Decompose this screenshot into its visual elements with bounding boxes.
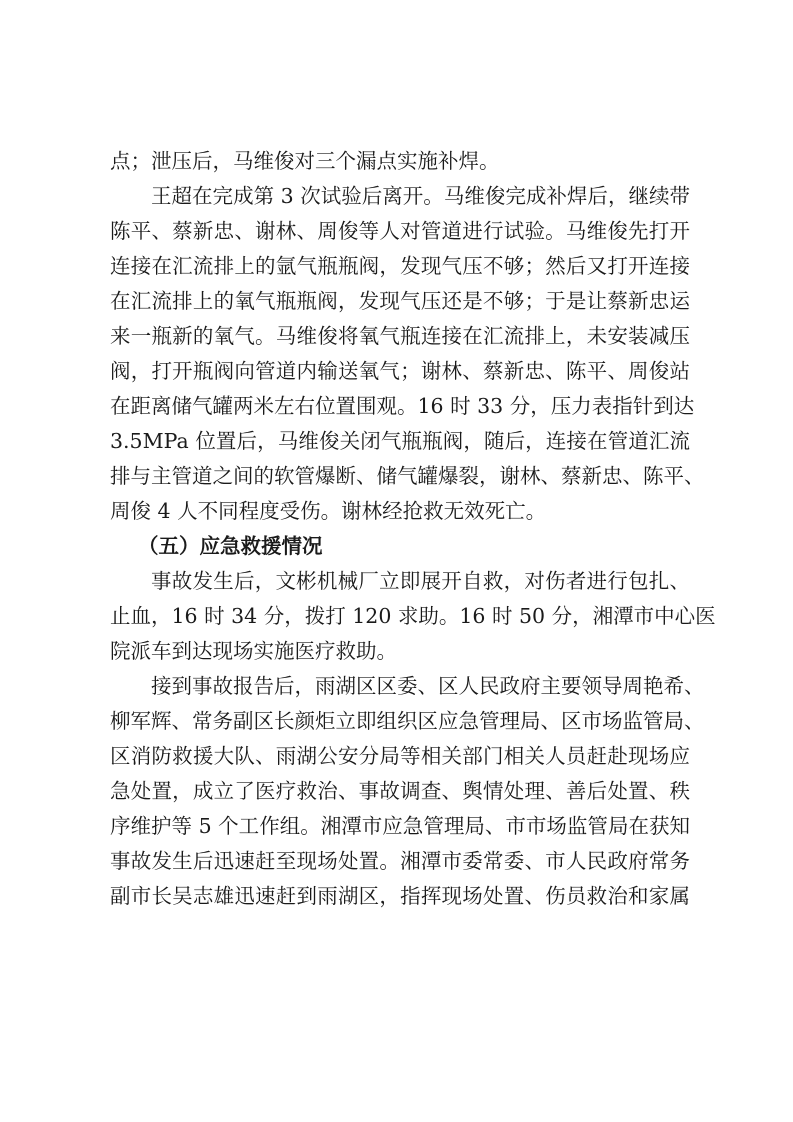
- paragraph-line: 止血，16 时 34 分，拨打 120 求助。16 时 50 分，湘潭市中心医: [110, 604, 716, 628]
- section-heading: （五）应急救援情况: [138, 534, 323, 558]
- paragraph-line: 院派车到达现场实施医疗救助。: [110, 639, 397, 663]
- paragraph-line: 排与主管道之间的软管爆断、储气罐爆裂，谢林、蔡新忠、陈平、: [110, 464, 705, 488]
- paragraph-line: 3.5MPa 位置后，马维俊关闭气瓶瓶阀，随后，连接在管道汇流: [110, 429, 690, 453]
- paragraph-line: 事故发生后，文彬机械厂立即展开自救，对伤者进行包扎、: [151, 569, 690, 593]
- paragraph-line: 柳军辉、常务副区长颜炬立即组织区应急管理局、区市场监管局、: [110, 709, 705, 733]
- paragraph-line: 来一瓶新的氧气。马维俊将氧气瓶连接在汇流排上，未安装减压: [110, 324, 690, 348]
- paragraph-line: 王超在完成第 3 次试验后离开。马维俊完成补焊后，继续带: [151, 184, 690, 208]
- paragraph-line: 点；泄压后，马维俊对三个漏点实施补焊。: [110, 149, 500, 173]
- paragraph-line: 事故发生后迅速赶至现场处置。湘潭市委常委、市人民政府常务: [110, 849, 690, 873]
- paragraph-line: 区消防救援大队、雨湖公安分局等相关部门相关人员赶赴现场应: [110, 744, 690, 768]
- paragraph-line: 序维护等 5 个工作组。湘潭市应急管理局、市市场监管局在获知: [110, 814, 690, 838]
- paragraph-line: 连接在汇流排上的氩气瓶瓶阀，发现气压不够；然后又打开连接: [110, 254, 690, 278]
- paragraph-line: 周俊 4 人不同程度受伤。谢林经抢救无效死亡。: [110, 499, 547, 523]
- paragraph-line: 急处置，成立了医疗救治、事故调查、舆情处理、善后处置、秩: [110, 779, 690, 803]
- paragraph-line: 在汇流排上的氧气瓶瓶阀，发现气压还是不够；于是让蔡新忠运: [110, 289, 690, 313]
- paragraph-line: 阀，打开瓶阀向管道内输送氧气；谢林、蔡新忠、陈平、周俊站: [110, 359, 690, 383]
- paragraph-line: 陈平、蔡新忠、谢林、周俊等人对管道进行试验。马维俊先打开: [110, 219, 690, 243]
- paragraph-line: 在距离储气罐两米左右位置围观。16 时 33 分，压力表指针到达: [110, 394, 695, 418]
- paragraph-line: 接到事故报告后，雨湖区区委、区人民政府主要领导周艳希、: [151, 674, 705, 698]
- document-body: [110, 144, 716, 914]
- paragraph-line: 副市长吴志雄迅速赶到雨湖区，指挥现场处置、伤员救治和家属: [110, 884, 690, 908]
